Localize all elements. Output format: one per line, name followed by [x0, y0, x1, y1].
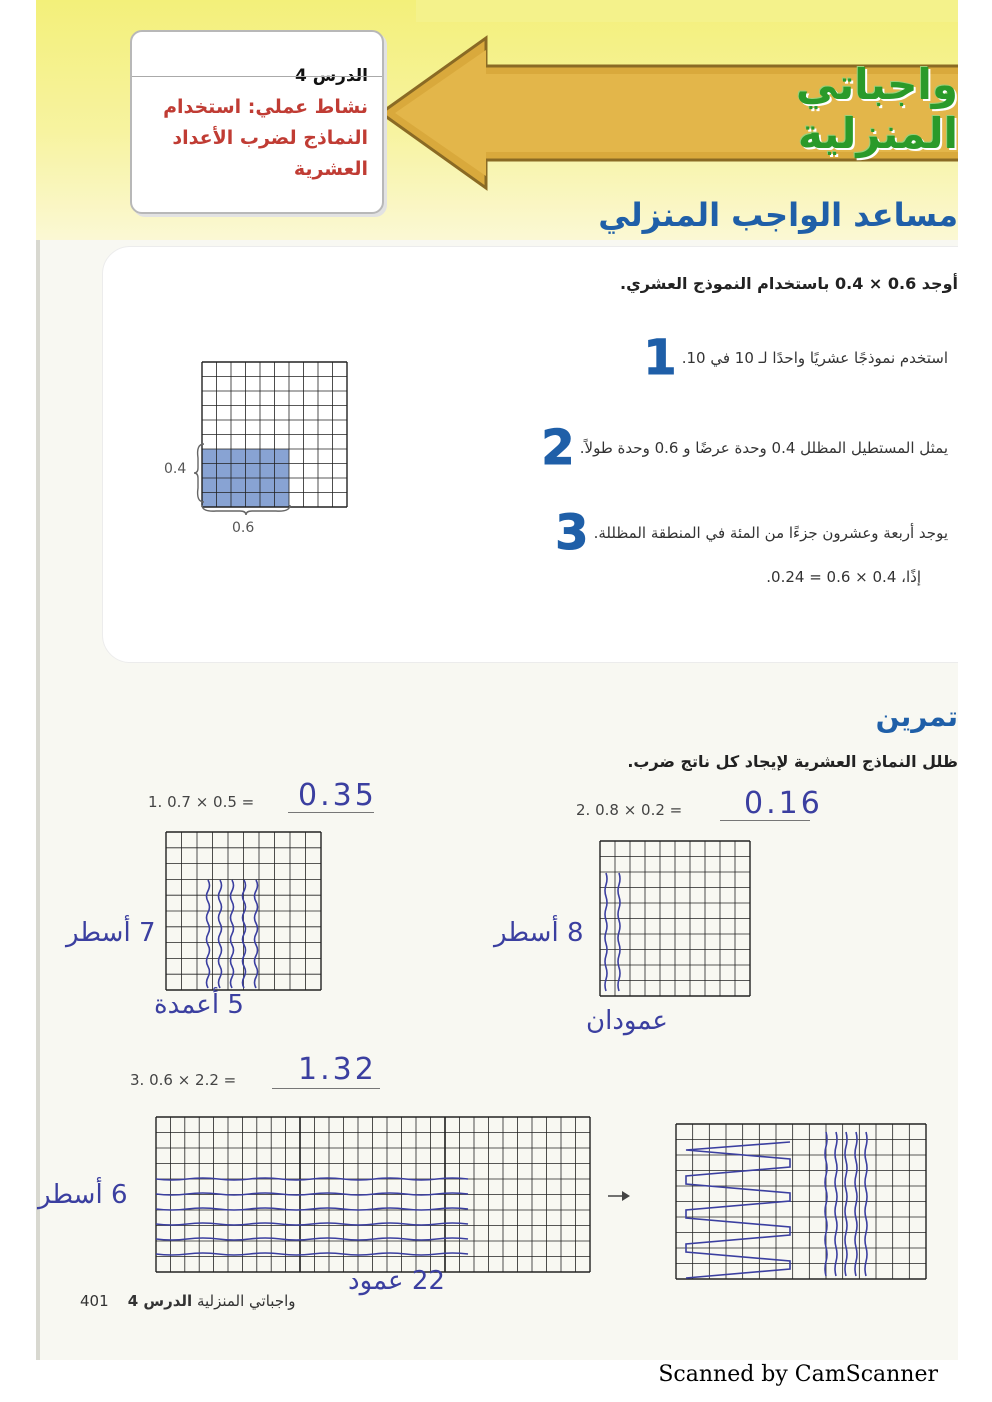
- shading-stroke: [618, 873, 620, 991]
- shading-stroke: [156, 1223, 468, 1225]
- shading-stroke: [243, 880, 246, 988]
- shading-stroke: [207, 880, 210, 988]
- shading-stroke: [156, 1253, 468, 1255]
- problem-2-label: 2. 0.8 × 0.2 =: [576, 801, 683, 819]
- answer-3-line: [272, 1088, 380, 1089]
- step-3-text: يوجد أربعة وعشرون جزءًا من المئة في المنطقة المظللة.: [593, 524, 948, 542]
- problem-1-label: 1. 0.7 × 0.5 =: [148, 793, 255, 811]
- scanner-watermark: Scanned by CamScanner: [658, 1362, 938, 1387]
- lesson-box: [130, 30, 384, 214]
- practice-title: تمرين: [875, 700, 958, 733]
- lesson-number: الدرس 4: [294, 66, 368, 86]
- step-3: [555, 505, 954, 561]
- shading-stroke: [605, 873, 607, 991]
- step-3-number: 3: [555, 505, 589, 561]
- step-1: [643, 330, 954, 386]
- note-1-rows: 7 أسطر: [66, 918, 156, 948]
- step-2-number: 2: [541, 420, 575, 476]
- worksheet-page: [36, 0, 958, 1360]
- problem-1-grid: [166, 832, 321, 990]
- helper-title: مساعد الواجب المنزلي: [598, 196, 958, 234]
- length-label: 0.6: [232, 520, 255, 536]
- shading-stroke: [231, 880, 234, 988]
- shading-stroke: [219, 880, 222, 988]
- answer-2[interactable]: 0.16: [744, 786, 823, 821]
- banner-title: واجباتي المنزلية: [796, 60, 958, 158]
- note-3-cols: 22 عمود: [348, 1266, 445, 1296]
- note-2-cols: عمودان: [586, 1006, 668, 1036]
- step-2-text: يمثل المستطيل المظلل 0.4 وحدة عرضًا و 0.6 وحدة طولاً.: [579, 439, 948, 457]
- problem-3-grid: [156, 1117, 590, 1272]
- shading-stroke: [835, 1132, 837, 1276]
- divider: [132, 76, 382, 77]
- lesson-title: نشاط عملي: استخدام النماذج لضرب الأعداد العشرية: [163, 96, 368, 180]
- step-1-text: استخدم نموذجًا عشريًا واحدًا لـ 10 في 10.: [681, 349, 948, 367]
- footer-section: واجباتي المنزلية: [196, 1292, 296, 1310]
- shading-stroke: [255, 880, 258, 988]
- length-brace-icon: [202, 503, 290, 515]
- grid-2-lines: [600, 841, 750, 996]
- shading-stroke: [855, 1132, 857, 1276]
- shading-stroke: [865, 1132, 867, 1276]
- page-number: 401: [80, 1292, 109, 1310]
- step-2: [541, 420, 954, 476]
- problem-2-grid: [600, 841, 750, 996]
- note-1-cols: 5 أعمدة: [154, 990, 244, 1020]
- width-label: 0.4: [164, 461, 187, 477]
- right-arrow-icon: [608, 1190, 630, 1202]
- problem-3-label: 3. 0.6 × 2.2 =: [130, 1071, 237, 1089]
- footer-lesson: الدرس 4: [127, 1292, 193, 1310]
- note-3-rows: 6 أسطر: [38, 1180, 128, 1210]
- page-footer: [80, 1292, 380, 1310]
- problem-3-combined-grid: [640, 1124, 926, 1279]
- shading-stroke: [156, 1238, 468, 1240]
- width-brace-icon: [194, 444, 206, 502]
- practice-instruction: ظلل النماذج العشرية لإيجاد كل ناتج ضرب.: [627, 752, 958, 771]
- top-strip: [416, 0, 958, 22]
- conclusion: إذًا، 0.4 × 0.6 = 0.24.: [766, 568, 921, 586]
- example-intro: أوجد 0.6 × 0.4 باستخدام النموذج العشري.: [619, 274, 958, 293]
- example-grid-lines: [202, 362, 347, 507]
- example-decimal-grid: [202, 362, 347, 507]
- note-2-rows: 8 أسطر: [494, 918, 584, 948]
- answer-1[interactable]: 0.35: [298, 778, 377, 813]
- shading-stroke: [845, 1132, 847, 1276]
- step-1-number: 1: [643, 330, 677, 386]
- answer-3[interactable]: 1.32: [298, 1052, 377, 1087]
- zigzag-shading: [686, 1142, 790, 1278]
